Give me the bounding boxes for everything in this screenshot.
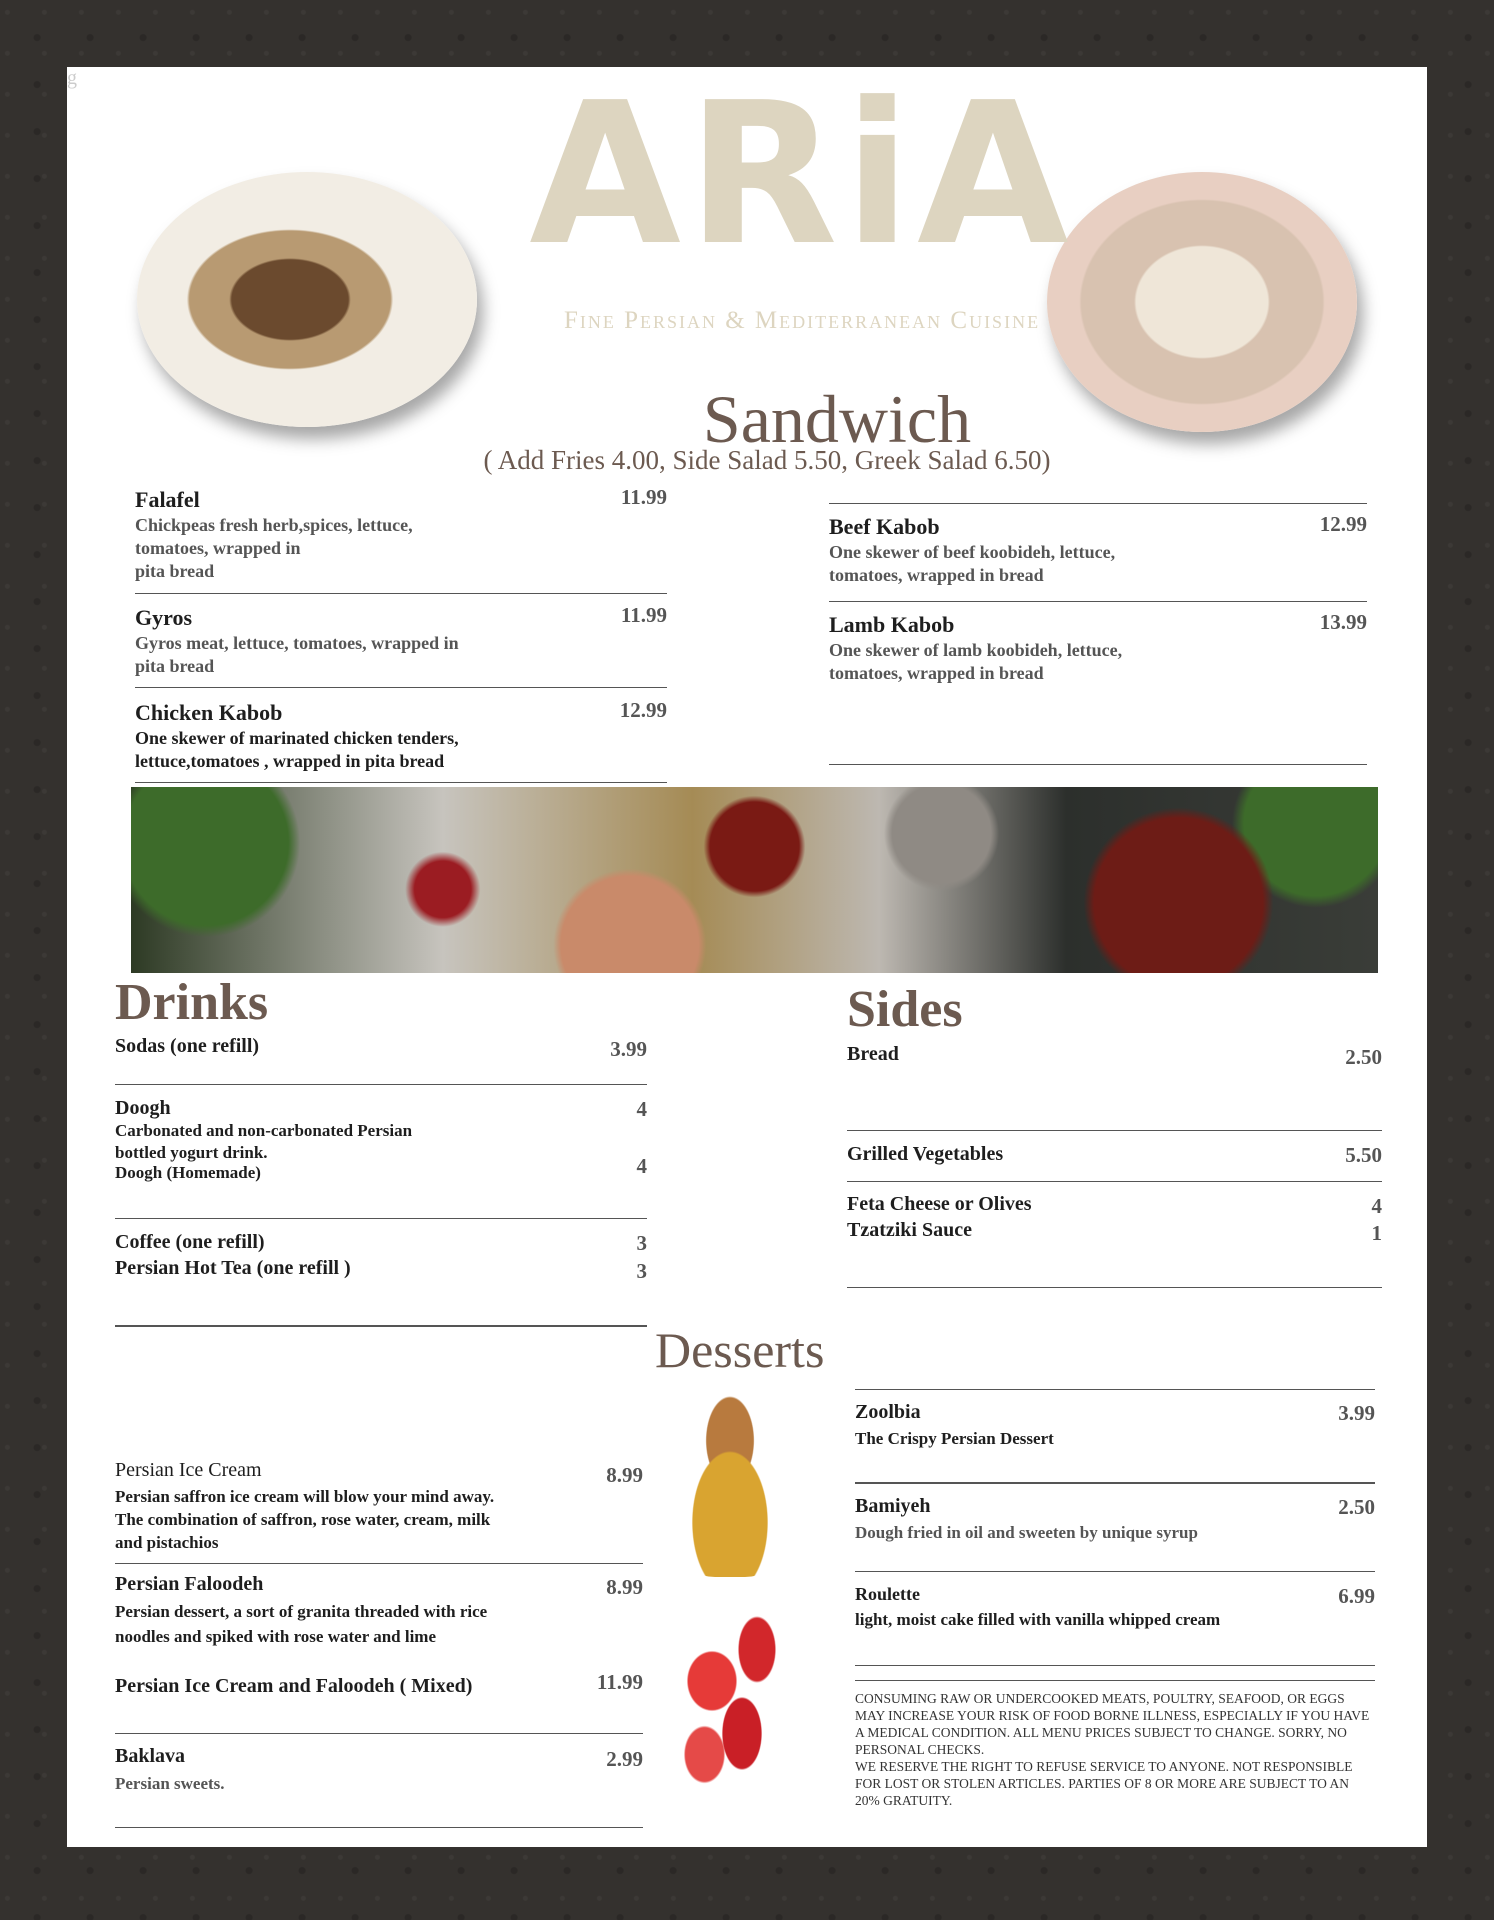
- menu-item-price: 4: [636, 1097, 647, 1121]
- menu-item-price: 8.99: [606, 1463, 643, 1487]
- divider: [115, 1325, 647, 1327]
- legal-disclaimer: CONSUMING RAW OR UNDERCOOKED MEATS, POULTRY, SEAFOOD, OR EGGS MAY INCREASE YOUR RISK OF FOOD BORNE ILLNESS, ESPECIALLY IF YOU HAVE A MEDICAL CONDITION. ALL MENU PRICES SUBJECT TO CHANGE. SORRY, NO PERSONAL CHECKS. WE RESERVE THE RIGHT TO REFUSE SERVICE TO ANYONE. NOT RESPONSIBLE FOR LOST OR STOLEN ARTICLES. PARTIES OF 8 OR MORE ARE SUBJECT TO AN 20% GRATUITY.: [855, 1691, 1370, 1808]
- menu-item-desc: One skewer of lamb koobideh, lettuce, tomatoes, wrapped in bread: [829, 640, 1123, 683]
- menu-item-desc: Dough fried in oil and sweeten by unique syrup: [855, 1523, 1198, 1542]
- divider: [855, 1571, 1375, 1572]
- menu-item-desc: Persian sweets.: [115, 1774, 225, 1793]
- menu-item-name: Bread: [847, 1043, 899, 1065]
- menu-item-name: Feta Cheese or Olives: [847, 1193, 1032, 1215]
- pomegranate-tea-banner-photo: [131, 787, 1378, 973]
- menu-item-name: Persian Ice Cream and Faloodeh ( Mixed): [115, 1675, 473, 1697]
- menu-item-name: Lamb Kabob: [829, 612, 955, 637]
- menu-item-name: Roulette: [855, 1584, 920, 1604]
- divider: [847, 1181, 1382, 1182]
- menu-item-price: 2.50: [1338, 1495, 1375, 1519]
- sandwich-title: Sandwich: [702, 381, 972, 457]
- menu-item-price: 11.99: [596, 1670, 643, 1694]
- menu-item-price: 12.99: [1319, 512, 1367, 536]
- divider: [115, 1218, 647, 1219]
- menu-item-price: 1: [1371, 1221, 1382, 1245]
- brand-logo: ARiA: [529, 67, 1075, 289]
- divider: [115, 1827, 643, 1828]
- menu-item-name: Bamiyeh: [855, 1495, 931, 1517]
- menu-item-name: Doogh (Homemade): [115, 1163, 261, 1182]
- menu-item-price: 3: [636, 1259, 647, 1283]
- menu-item-price: 3.99: [610, 1037, 647, 1061]
- menu-item-name: Chicken Kabob: [135, 700, 283, 725]
- sandwich-subtitle: ( Add Fries 4.00, Side Salad 5.50, Greek Salad 6.50): [483, 445, 1051, 475]
- menu-item-desc: Gyros meat, lettuce, tomatoes, wrapped in pita bread: [135, 633, 459, 676]
- divider: [115, 1733, 643, 1734]
- divider: [829, 601, 1367, 602]
- menu-item-desc: One skewer of beef koobideh, lettuce, tomatoes, wrapped in bread: [829, 542, 1116, 585]
- menu-item-desc: The Crispy Persian Dessert: [855, 1429, 1054, 1448]
- menu-item-price: 12.99: [619, 698, 667, 722]
- menu-item-price: 13.99: [1319, 610, 1367, 634]
- drinks-title: Drinks: [115, 974, 269, 1031]
- menu-item-price: 8.99: [606, 1575, 643, 1599]
- menu-item-desc: Persian dessert, a sort of granita threaded with rice noodles and spiked with rose water and lime: [115, 1602, 488, 1646]
- menu-item-desc: Chickpeas fresh herb,spices, lettuce, tomatoes, wrapped in pita bread: [135, 515, 413, 581]
- menu-item-name: Zoolbia: [855, 1401, 921, 1423]
- menu-item-price: 4: [1371, 1194, 1382, 1218]
- menu-item-price: 11.99: [620, 603, 667, 627]
- menu-item-name: Persian Ice Cream: [115, 1459, 262, 1481]
- menu-page: [67, 67, 1427, 1847]
- divider: [115, 1084, 647, 1085]
- menu-item-desc: light, moist cake filled with vanilla whipped cream: [855, 1610, 1221, 1629]
- divider: [855, 1680, 1375, 1681]
- menu-item-price: 11.99: [620, 485, 667, 509]
- brand-tagline: Fine Persian & Mediterranean Cuisine: [563, 307, 1041, 334]
- menu-item-name: Coffee (one refill): [115, 1231, 265, 1253]
- divider: [135, 782, 667, 783]
- menu-item-desc: Persian saffron ice cream will blow your mind away. The combination of saffron, rose water, cream, milk and pistachios: [115, 1487, 495, 1552]
- menu-item-name: Grilled Vegetables: [847, 1143, 1004, 1165]
- menu-item-price: 2.50: [1345, 1045, 1382, 1069]
- menu-item-name: Doogh: [115, 1097, 171, 1119]
- divider: [135, 593, 667, 594]
- sides-title: Sides: [847, 981, 963, 1038]
- divider: [855, 1389, 1375, 1390]
- divider: [115, 1563, 643, 1564]
- menu-item-price: 3: [636, 1231, 647, 1255]
- menu-item-price: 6.99: [1338, 1584, 1375, 1608]
- divider: [847, 1287, 1382, 1288]
- menu-item-name: Falafel: [135, 487, 200, 512]
- menu-item-price: 3.99: [1338, 1401, 1375, 1425]
- menu-item-name: Tzatziki Sauce: [847, 1219, 972, 1241]
- menu-item-desc: One skewer of marinated chicken tenders, lettuce,tomatoes , wrapped in pita bread: [135, 728, 459, 771]
- menu-item-name: Persian Hot Tea (one refill ): [115, 1257, 351, 1279]
- menu-item-price: 5.50: [1345, 1143, 1382, 1167]
- divider: [855, 1665, 1375, 1666]
- menu-item-name: Sodas (one refill): [115, 1035, 260, 1057]
- corner-mark: g: [67, 67, 77, 89]
- menu-item-name: Persian Faloodeh: [115, 1573, 264, 1595]
- gyro-plate-photo: [137, 172, 477, 427]
- divider: [847, 1130, 1382, 1131]
- divider: [829, 503, 1367, 504]
- ice-cream-glass-photo: [655, 1382, 805, 1577]
- divider: [829, 764, 1367, 765]
- menu-item-price: 2.99: [606, 1747, 643, 1771]
- divider: [855, 1482, 1375, 1484]
- menu-item-name: Gyros: [135, 605, 193, 630]
- menu-item-name: Beef Kabob: [829, 514, 940, 539]
- menu-item-desc: Carbonated and non-carbonated Persian bottled yogurt drink.: [115, 1121, 413, 1162]
- menu-item-name: Baklava: [115, 1745, 186, 1767]
- divider: [135, 687, 667, 688]
- desserts-title: Desserts: [655, 1322, 825, 1378]
- rose-petals-photo: [667, 1597, 817, 1807]
- wrap-plate-photo: [1047, 172, 1357, 432]
- menu-item-price: 4: [636, 1154, 647, 1178]
